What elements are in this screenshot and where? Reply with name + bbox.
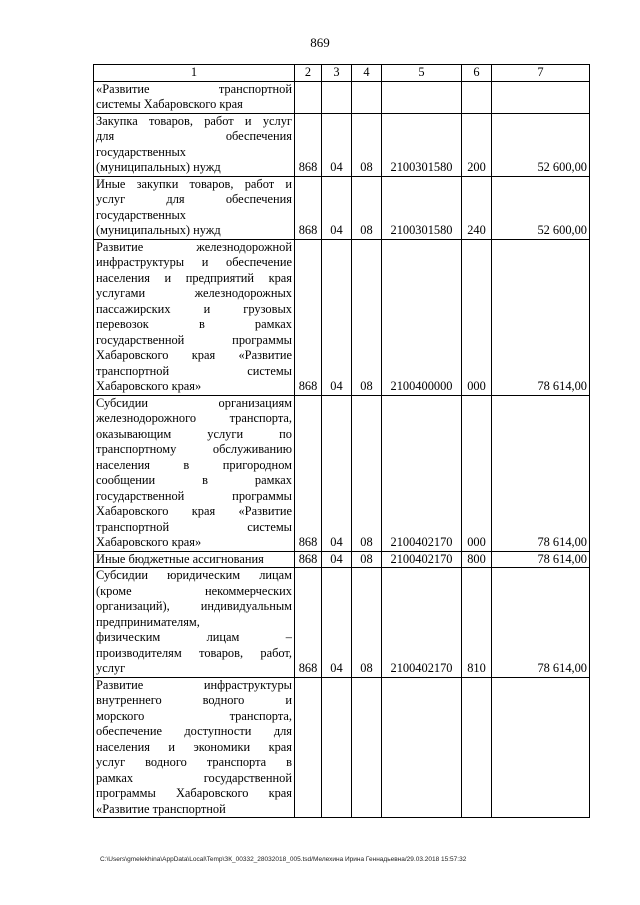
item-name-line: железнодорожного транспорта, bbox=[96, 411, 292, 425]
col-header-3: 3 bbox=[322, 65, 352, 82]
cell-amount: 78 614,00 bbox=[492, 395, 590, 551]
table-body bbox=[94, 81, 590, 818]
cell-ved bbox=[295, 81, 322, 113]
cell-expense-type: 200 bbox=[462, 113, 492, 176]
item-name-line: (кроме некоммерческих bbox=[96, 583, 292, 598]
cell-section: 04 bbox=[322, 395, 352, 551]
cell-amount bbox=[492, 81, 590, 113]
item-name-line: транспортной системы bbox=[96, 519, 292, 534]
cell-expense-type: 810 bbox=[462, 568, 492, 678]
item-name-line: Хабаровского края» bbox=[96, 535, 202, 549]
item-name-line: услуг для обеспечения bbox=[96, 192, 292, 206]
item-name-line: государственных bbox=[96, 207, 187, 222]
item-name-line: морского транспорта, bbox=[96, 708, 292, 723]
cell-item-name bbox=[94, 551, 295, 568]
item-name-line: Субсидии юридическим лицам bbox=[96, 568, 292, 582]
item-name-line: обеспечение доступности для bbox=[96, 724, 292, 738]
table-row bbox=[94, 551, 590, 568]
cell-item-name bbox=[94, 81, 295, 113]
item-name-line: транспортному обслуживанию bbox=[96, 442, 292, 456]
cell-expense-type bbox=[462, 677, 492, 818]
item-name-line: государственных bbox=[96, 144, 187, 159]
cell-ved: 868 bbox=[295, 395, 322, 551]
cell-subsection bbox=[352, 677, 382, 818]
item-name-line: Субсидии организациям bbox=[96, 395, 292, 410]
item-name-line: производителям товаров, работ, bbox=[96, 645, 292, 660]
cell-target-article: 2100400000 bbox=[382, 239, 462, 395]
item-name-line: населения в пригородном bbox=[96, 457, 292, 472]
cell-section: 04 bbox=[322, 113, 352, 176]
item-name-line: «Развитие транспортной bbox=[96, 801, 226, 816]
item-name-line: системы Хабаровского края bbox=[96, 97, 243, 111]
item-name-line: населения и предприятий края bbox=[96, 270, 292, 285]
item-name-line: пассажирских и грузовых bbox=[96, 301, 292, 316]
item-name-line: Иные бюджетные ассигнования bbox=[96, 551, 264, 566]
cell-target-article bbox=[382, 81, 462, 113]
item-name-line: оказывающим услуги по bbox=[96, 426, 292, 441]
page-number: 869 bbox=[310, 35, 330, 50]
cell-section bbox=[322, 677, 352, 818]
cell-subsection: 08 bbox=[352, 568, 382, 678]
item-name-line: услугами железнодорожных bbox=[96, 286, 292, 300]
cell-expense-type bbox=[462, 81, 492, 113]
item-name-line: государственной программы bbox=[96, 488, 292, 503]
cell-expense-type: 000 bbox=[462, 395, 492, 551]
item-name-line: физическим лицам – bbox=[96, 630, 292, 644]
item-name-line: для обеспечения bbox=[96, 129, 292, 143]
item-name-line: услуг bbox=[96, 661, 126, 675]
item-name-line: рамках государственной bbox=[96, 770, 292, 785]
cell-section bbox=[322, 81, 352, 113]
cell-item-name bbox=[94, 176, 295, 239]
cell-item-name bbox=[94, 568, 295, 678]
item-name-line: (муниципальных) нужд bbox=[96, 223, 221, 237]
cell-section: 04 bbox=[322, 551, 352, 568]
col-header-7: 7 bbox=[492, 65, 590, 82]
item-name-line: программы Хабаровского края bbox=[96, 786, 292, 800]
col-header-4: 4 bbox=[352, 65, 382, 82]
col-header-5: 5 bbox=[382, 65, 462, 82]
item-name-line: населения и экономики края bbox=[96, 739, 292, 754]
col-header-2: 2 bbox=[295, 65, 322, 82]
item-name-line: государственной программы bbox=[96, 332, 292, 347]
item-name-line: внутреннего водного и bbox=[96, 693, 292, 707]
header-row bbox=[94, 65, 590, 82]
budget-table bbox=[93, 64, 590, 818]
cell-target-article: 2100402170 bbox=[382, 395, 462, 551]
item-name-line: Развитие железнодорожной bbox=[96, 239, 292, 254]
cell-amount: 78 614,00 bbox=[492, 551, 590, 568]
cell-ved: 868 bbox=[295, 113, 322, 176]
item-name-line: (муниципальных) нужд bbox=[96, 160, 221, 174]
item-name-line: предпринимателям, bbox=[96, 614, 200, 629]
item-name-line: Развитие инфраструктуры bbox=[96, 677, 292, 692]
table-row bbox=[94, 568, 590, 678]
table-row bbox=[94, 395, 590, 551]
cell-item-name bbox=[94, 239, 295, 395]
cell-subsection: 08 bbox=[352, 113, 382, 176]
cell-ved: 868 bbox=[295, 551, 322, 568]
cell-expense-type: 000 bbox=[462, 239, 492, 395]
item-name-line: Хабаровского края» bbox=[96, 379, 202, 393]
cell-subsection: 08 bbox=[352, 395, 382, 551]
table-row bbox=[94, 176, 590, 239]
cell-ved: 868 bbox=[295, 176, 322, 239]
table-row bbox=[94, 239, 590, 395]
cell-subsection: 08 bbox=[352, 551, 382, 568]
cell-amount: 78 614,00 bbox=[492, 239, 590, 395]
cell-target-article bbox=[382, 677, 462, 818]
item-name-line: организаций), индивидуальным bbox=[96, 599, 292, 613]
table-row bbox=[94, 81, 590, 113]
table-row bbox=[94, 677, 590, 818]
cell-item-name bbox=[94, 395, 295, 551]
cell-expense-type: 800 bbox=[462, 551, 492, 568]
cell-amount bbox=[492, 677, 590, 818]
item-name-line: «Развитие транспортной bbox=[96, 81, 292, 96]
cell-ved: 868 bbox=[295, 239, 322, 395]
cell-target-article: 2100402170 bbox=[382, 551, 462, 568]
item-name-line: Хабаровского края «Развитие bbox=[96, 348, 292, 362]
cell-amount: 52 600,00 bbox=[492, 113, 590, 176]
item-name-line: Иные закупки товаров, работ и bbox=[96, 176, 292, 191]
cell-item-name bbox=[94, 677, 295, 818]
cell-expense-type: 240 bbox=[462, 176, 492, 239]
cell-ved: 868 bbox=[295, 568, 322, 678]
item-name-line: Хабаровского края «Развитие bbox=[96, 504, 292, 518]
item-name-line: сообщении в рамках bbox=[96, 473, 292, 487]
item-name-line: транспортной системы bbox=[96, 363, 292, 378]
cell-ved bbox=[295, 677, 322, 818]
cell-section: 04 bbox=[322, 176, 352, 239]
cell-section: 04 bbox=[322, 568, 352, 678]
item-name-line: Закупка товаров, работ и услуг bbox=[96, 113, 292, 128]
cell-section: 04 bbox=[322, 239, 352, 395]
item-name-line: перевозок в рамках bbox=[96, 317, 292, 331]
cell-target-article: 2100301580 bbox=[382, 113, 462, 176]
footer-path: C:\Users\gmelekhina\AppData\Local\Temp\ЗК_00332_28032018_005.tsd/Мелехина Ирина Геннадьевна/29.03.2018 15:57:32 bbox=[100, 856, 467, 863]
cell-amount: 52 600,00 bbox=[492, 176, 590, 239]
col-header-6: 6 bbox=[462, 65, 492, 82]
cell-subsection: 08 bbox=[352, 239, 382, 395]
cell-item-name bbox=[94, 113, 295, 176]
cell-amount: 78 614,00 bbox=[492, 568, 590, 678]
item-name-line: услуг водного транспорта в bbox=[96, 755, 292, 769]
table-row bbox=[94, 113, 590, 176]
item-name-line: инфраструктуры и обеспечение bbox=[96, 255, 292, 269]
cell-subsection bbox=[352, 81, 382, 113]
cell-target-article: 2100301580 bbox=[382, 176, 462, 239]
col-header-1: 1 bbox=[94, 65, 295, 82]
cell-subsection: 08 bbox=[352, 176, 382, 239]
cell-target-article: 2100402170 bbox=[382, 568, 462, 678]
